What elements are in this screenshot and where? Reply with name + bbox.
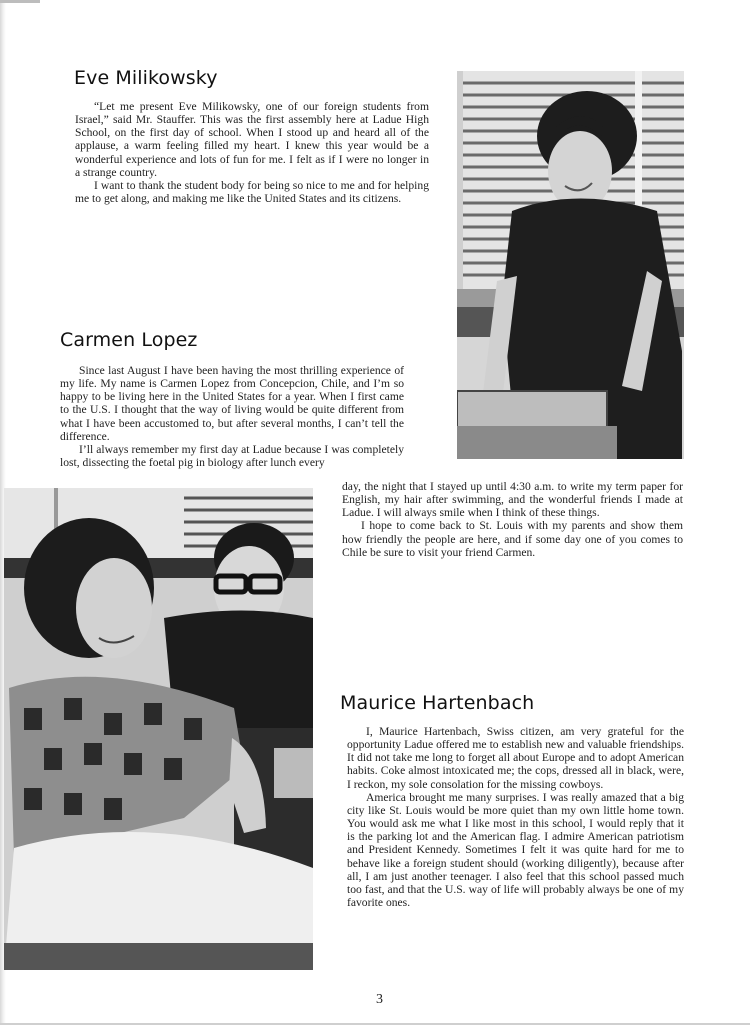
article-maurice-hartenbach	[347, 725, 684, 909]
photo-eve-milikowsky	[457, 71, 684, 459]
paragraph: “Let me present Eve Milikowsky, one of our foreign students from Israel,” said Mr. Stauffer. This was the first assembly here at Ladue High School, on the first day of school. When I stood up and heard all of the applause, a warm feeling filled my heart. I knew this year would be a wonderful experience and lots of fun for me. I felt as if I were no longer in a strange country.	[75, 100, 429, 179]
article-carmen-lopez-part1	[60, 364, 404, 469]
heading-eve-milikowsky: Eve Milikowsky	[74, 67, 218, 89]
article-carmen-lopez-part2	[342, 480, 683, 559]
paragraph: day, the night that I stayed up until 4:30 a.m. to write my term paper for English, my hair after swimming, and the wonderful friends I made at Ladue. I will always smile when I think of these things.	[342, 480, 683, 520]
page-number: 3	[376, 992, 383, 1007]
paragraph: I, Maurice Hartenbach, Swiss citizen, am very grateful for the opportunity Ladue offered me to establish new and valuable friendships. It did not take me long to forget all about Europe and to adopt American habits. Coke almost intoxicated me; the cops, dressed all in black, were, I reckon, my sole consolation for the missing cowboys.	[347, 725, 684, 791]
paragraph: I hope to come back to St. Louis with my parents and show them how friendly the people are here, and if some day one of you comes to Chile be sure to visit your friend Carmen.	[342, 519, 683, 559]
article-eve-milikowsky	[75, 100, 429, 205]
paragraph: America brought me many surprises. I was really amazed that a big city like St. Louis would be more quiet than my own little home town. You would ask me what I like most in this school, I would reply that it is the parking lot and the American flag. I admire American patriotism and President Kennedy. Sometimes I felt it was quite hard for me to behave like a foreign student should (working diligently), because after all, I am just another teenager. I also feel that this school passed much too fast, and that the U.S. way of life will probably always be one of my favorite ones.	[347, 790, 684, 910]
paragraph: I want to thank the student body for being so nice to me and for helping me to get along, and making me like the United States and its citizens.	[75, 178, 429, 206]
paragraph: I’ll always remember my first day at Ladue because I was completely lost, dissecting the foetal pig in biology after lunch every	[60, 442, 404, 470]
heading-carmen-lopez: Carmen Lopez	[60, 329, 198, 351]
heading-maurice-hartenbach: Maurice Hartenbach	[340, 692, 535, 714]
page-top-mark	[0, 0, 40, 3]
paragraph: Since last August I have been having the most thrilling experience of my life. My name is Carmen Lopez from Concepcion, Chile, and I’m so happy to be living here in the United States for a year. When I first came to the U.S. I thought that the way of living would be quite different from what I have been accustomed to, but after several months, I can’t tell the difference.	[60, 364, 404, 443]
photo-carmen-lopez	[4, 488, 313, 970]
